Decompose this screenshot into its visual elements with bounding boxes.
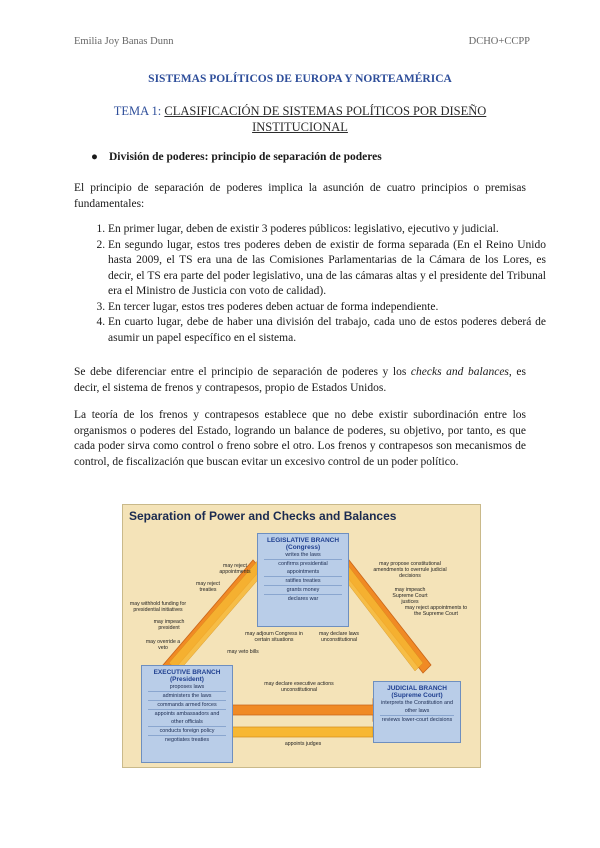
legislative-power: grants money: [264, 586, 342, 595]
label-declare-laws: may declare laws unconstitutional: [318, 631, 360, 644]
checks-paragraph: [74, 365, 526, 396]
author-name: Emilia Joy Banas Dunn: [74, 36, 174, 47]
label-propose-amendments: may propose constitutional amendments to overrule judicial decisions: [373, 561, 447, 580]
bullet-icon: ●: [91, 151, 98, 163]
label-declare-executive: may declare executive actions unconstitutional: [264, 681, 334, 694]
list-item: 3. En tercer lugar, estos tres poderes deben actuar de forma independiente.: [108, 300, 546, 316]
label-veto-bills: may veto bills: [227, 649, 259, 655]
list-item: 4. En cuarto lugar, debe de haber una división del trabajo, cada uno de estos poderes deberá de asumir un papel específico en el sistema.: [108, 315, 546, 346]
figure-title: Separation of Power and Checks and Balances: [129, 509, 397, 523]
label-override-veto: may override a veto: [145, 639, 181, 652]
executive-power: appoints ambassadors and other officials: [148, 710, 226, 727]
judicial-power: reviews lower-court decisions: [381, 717, 453, 723]
label-appoints-judges: appoints judges: [284, 741, 322, 747]
legislative-power: writes the laws: [264, 551, 342, 560]
legislative-power: declares war: [287, 596, 319, 602]
executive-power: administers the laws: [148, 692, 226, 701]
judicial-power: interprets the Constitution and other laws: [381, 700, 453, 714]
list-item: 1. En primer lugar, deben de existir 3 poderes públicos: legislativo, ejecutivo y judicial.: [108, 222, 546, 238]
checks-term: checks and balances: [410, 366, 509, 378]
executive-branch-box: [141, 665, 233, 763]
principles-list: [88, 222, 546, 346]
executive-subtitle: (President): [170, 676, 204, 683]
judicial-subtitle: (Supreme Court): [391, 692, 443, 699]
section-heading: División de poderes: principio de separación de poderes: [109, 151, 382, 163]
label-withhold-funding: may withhold funding for presidential initiatives: [129, 601, 187, 614]
label-adjourn-congress: may adjourn Congress in certain situations: [245, 631, 303, 644]
legislative-power: confirms presidential appointments: [264, 560, 342, 577]
checks-text-before: Se debe diferenciar entre el principio de separación de poderes y los: [74, 366, 411, 378]
executive-title: EXECUTIVE BRANCH: [153, 669, 221, 676]
executive-power: commands armed forces: [148, 701, 226, 710]
legislative-title: LEGISLATIVE BRANCH: [266, 537, 340, 544]
topic-title: [110, 103, 490, 135]
executive-power: negotiates treaties: [164, 737, 210, 743]
judicial-title: JUDICIAL BRANCH: [387, 685, 447, 692]
arrow-executive-to-judicial: [231, 699, 385, 721]
label-reject-court-appointments: may reject appointments to the Supreme Court: [404, 605, 468, 618]
document-title: SISTEMAS POLÍTICOS DE EUROPA Y NORTEAMÉRICA: [148, 73, 452, 85]
arrow-judicial-to-executive: [219, 721, 373, 743]
legislative-subtitle: (Congress): [285, 544, 321, 551]
list-item: 2. En segundo lugar, estos tres poderes deben de existir de forma separada (En el Reino Unido hasta 2009, el TS era una de las Comisiones Parlamentarias de la Cámara de los Lores, es decir, el TS era parte del poder legislativo, una de las cámaras altas y el presidente del Tribunal era el Ministro de Justicia con voto de calidad).: [108, 238, 546, 300]
course-code: DCHO+CCPP: [468, 36, 530, 47]
intro-paragraph: El principio de separación de poderes implica la asunción de cuatro principios o premisas fundamentales:: [74, 182, 526, 210]
executive-power: conducts foreign policy: [148, 727, 226, 736]
legislative-power: ratifies treaties: [264, 577, 342, 586]
label-reject-treaties: may reject treaties: [196, 581, 220, 594]
topic-prefix: TEMA 1:: [113, 104, 162, 118]
topic-text: CLASIFICACIÓN DE SISTEMAS POLÍTICOS POR DISEÑO INSTITUCIONAL: [164, 104, 487, 134]
checks-text-after: , es decir, el sistema de frenos y contrapesos, propio de Estados Unidos.: [74, 366, 526, 394]
label-impeach-president: may impeach president: [153, 619, 185, 632]
judicial-branch-box: [373, 681, 461, 743]
label-impeach-justices: may impeach Supreme Court justices: [392, 587, 428, 606]
section-bullet: [91, 151, 382, 163]
label-reject-appointments: may reject appointments: [219, 563, 251, 576]
theory-paragraph: La teoría de los frenos y contrapesos establece que no debe existir subordinación entre los organismos o poderes del Estado, logrando un balance de poderes, su objetivo, por tanto, es que cada poder sirva como control o freno sobre el otro. Los frenos y contrapesos son mecanismos de control, de fiscalización que buscan evitar un excesivo control de un poder político.: [74, 409, 526, 468]
separation-of-powers-diagram: [122, 504, 481, 768]
executive-power: proposes laws: [148, 683, 226, 692]
legislative-branch-box: [257, 533, 349, 627]
